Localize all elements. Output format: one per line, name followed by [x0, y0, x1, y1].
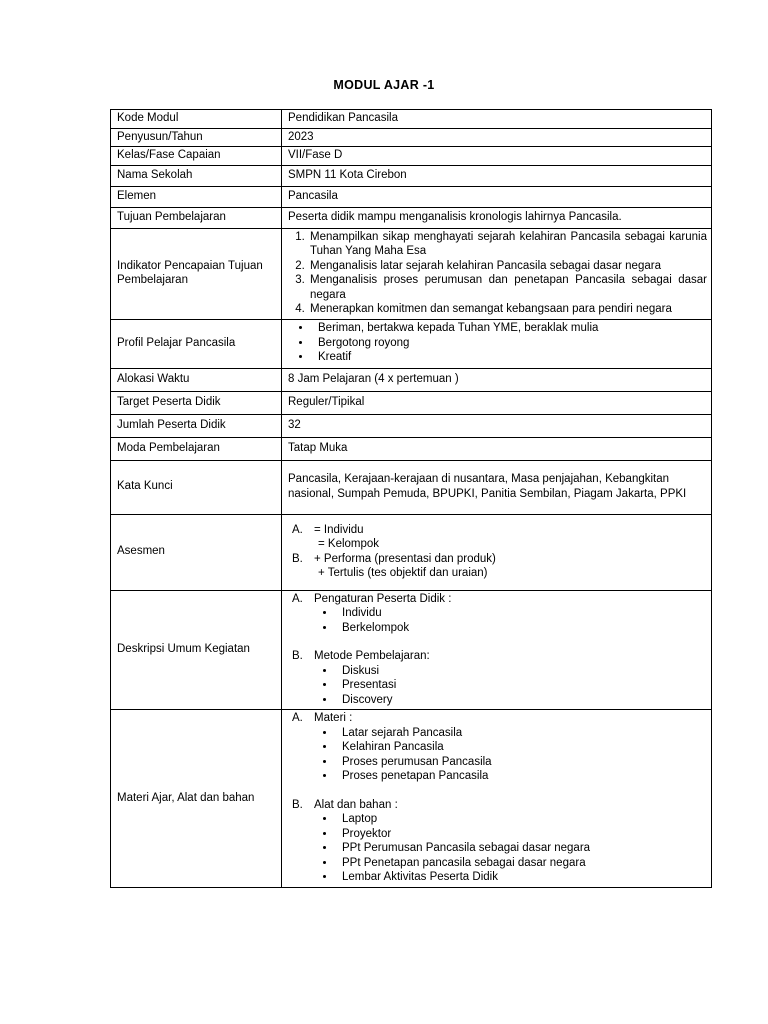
table-row — [111, 110, 712, 129]
method-list — [288, 664, 707, 708]
list-item: • Lembar Aktivitas Peserta Didik — [336, 870, 707, 885]
profile-list — [288, 321, 707, 365]
table-row — [111, 590, 712, 710]
row-label: Asesmen — [111, 514, 282, 590]
table-row — [111, 186, 712, 207]
table-row — [111, 437, 712, 460]
list-item: • Proyektor — [336, 827, 707, 842]
row-value: Reguler/Tipikal — [282, 391, 712, 414]
table-row — [111, 207, 712, 228]
row-value: Peserta didik mampu menganalisis kronologis lahirnya Pancasila. — [282, 207, 712, 228]
list-item: • Laptop — [336, 812, 707, 827]
row-label: Alokasi Waktu — [111, 368, 282, 391]
table-row — [111, 319, 712, 368]
section-title: Pengaturan Peserta Didik : — [314, 592, 452, 605]
row-label: Jumlah Peserta Didik — [111, 414, 282, 437]
row-label: Profil Pelajar Pancasila — [111, 319, 282, 368]
document-title: MODUL AJAR -1 — [333, 78, 435, 92]
row-value: SMPN 11 Kota Cirebon — [282, 165, 712, 186]
row-value — [282, 228, 712, 319]
row-value — [282, 319, 712, 368]
row-label: Deskripsi Umum Kegiatan — [111, 590, 282, 710]
row-value: 8 Jam Pelajaran (4 x pertemuan ) — [282, 368, 712, 391]
assessment-item: = Individu — [314, 523, 364, 536]
list-item: 2. Menganalisis latar sejarah kelahiran Pancasila sebagai dasar negara — [308, 259, 707, 274]
row-value — [282, 710, 712, 888]
row-value — [282, 590, 712, 710]
section-title: Alat dan bahan : — [314, 798, 398, 811]
section-key: B. — [292, 650, 303, 662]
list-item: 1. Menampilkan sikap menghayati sejarah kelahiran Pancasila sebagai karunia Tuhan Yang Maha Esa — [308, 230, 707, 259]
list-item: • Berkelompok — [336, 621, 707, 636]
assessment-item: + Performa (presentasi dan produk) — [314, 552, 496, 565]
section-title: Metode Pembelajaran: — [314, 650, 430, 662]
row-label: Kata Kunci — [111, 460, 282, 514]
row-value: 2023 — [282, 128, 712, 147]
row-value: Tatap Muka — [282, 437, 712, 460]
row-label: Tujuan Pembelajaran — [111, 207, 282, 228]
row-label: Kelas/Fase Capaian — [111, 147, 282, 166]
list-item: 3. Menganalisis proses perumusan dan penetapan Pancasila sebagai dasar negara — [308, 273, 707, 302]
list-item: • Individu — [336, 606, 707, 621]
section-key: A. — [292, 523, 303, 536]
list-item: • Kreatif — [312, 350, 707, 365]
table-row — [111, 165, 712, 186]
activity-list — [288, 606, 707, 635]
assessment-item: = Kelompok — [318, 538, 380, 550]
table-row — [111, 368, 712, 391]
row-label: Penyusun/Tahun — [111, 128, 282, 147]
section-key: B. — [292, 552, 303, 565]
list-item: • Kelahiran Pancasila — [336, 740, 707, 755]
indicator-list — [288, 230, 707, 317]
list-item: • Discovery — [336, 693, 707, 708]
section-key: A. — [292, 592, 303, 605]
list-item: 4. Menerapkan komitmen dan semangat kebangsaan para pendiri negara — [308, 302, 707, 317]
modul-table — [110, 109, 712, 888]
table-row — [111, 147, 712, 166]
list-item: • Bergotong royong — [312, 336, 707, 351]
row-value: Pancasila — [282, 186, 712, 207]
row-label: Target Peserta Didik — [111, 391, 282, 414]
table-row — [111, 128, 712, 147]
row-label: Materi Ajar, Alat dan bahan — [111, 710, 282, 888]
table-row — [111, 228, 712, 319]
list-item: • Diskusi — [336, 664, 707, 679]
list-item: • Latar sejarah Pancasila — [336, 726, 707, 741]
row-label: Indikator Pencapaian Tujuan Pembelajaran — [111, 228, 282, 319]
list-item: • Proses penetapan Pancasila — [336, 769, 707, 784]
list-item: • Proses perumusan Pancasila — [336, 755, 707, 770]
section-title: Materi : — [314, 712, 353, 724]
row-value: Pendidikan Pancasila — [282, 110, 712, 129]
assessment-item: + Tertulis (tes objektif dan uraian) — [318, 567, 488, 579]
table-row — [111, 514, 712, 590]
row-label: Moda Pembelajaran — [111, 437, 282, 460]
tools-list — [288, 812, 707, 885]
section-key: A. — [292, 712, 303, 724]
row-label: Kode Modul — [111, 110, 282, 129]
table-row — [111, 414, 712, 437]
row-value: 32 — [282, 414, 712, 437]
row-value: Pancasila, Kerajaan-kerajaan di nusantara, Masa penjajahan, Kebangkitan nasional, Sumpah Pemuda, BPUPKI, Panitia Sembilan, Piagam Jakarta, PPKI — [282, 460, 712, 514]
row-label: Elemen — [111, 186, 282, 207]
list-item: • PPt Penetapan pancasila sebagai dasar negara — [336, 856, 707, 871]
row-value — [282, 514, 712, 590]
row-value: VII/Fase D — [282, 147, 712, 166]
list-item: • Beriman, bertakwa kepada Tuhan YME, beraklak mulia — [312, 321, 707, 336]
table-row — [111, 460, 712, 514]
list-item: • Presentasi — [336, 678, 707, 693]
table-row — [111, 710, 712, 888]
section-key: B. — [292, 798, 303, 811]
list-item: • PPt Perumusan Pancasila sebagai dasar negara — [336, 841, 707, 856]
material-list — [288, 726, 707, 784]
table-row — [111, 391, 712, 414]
row-label: Nama Sekolah — [111, 165, 282, 186]
